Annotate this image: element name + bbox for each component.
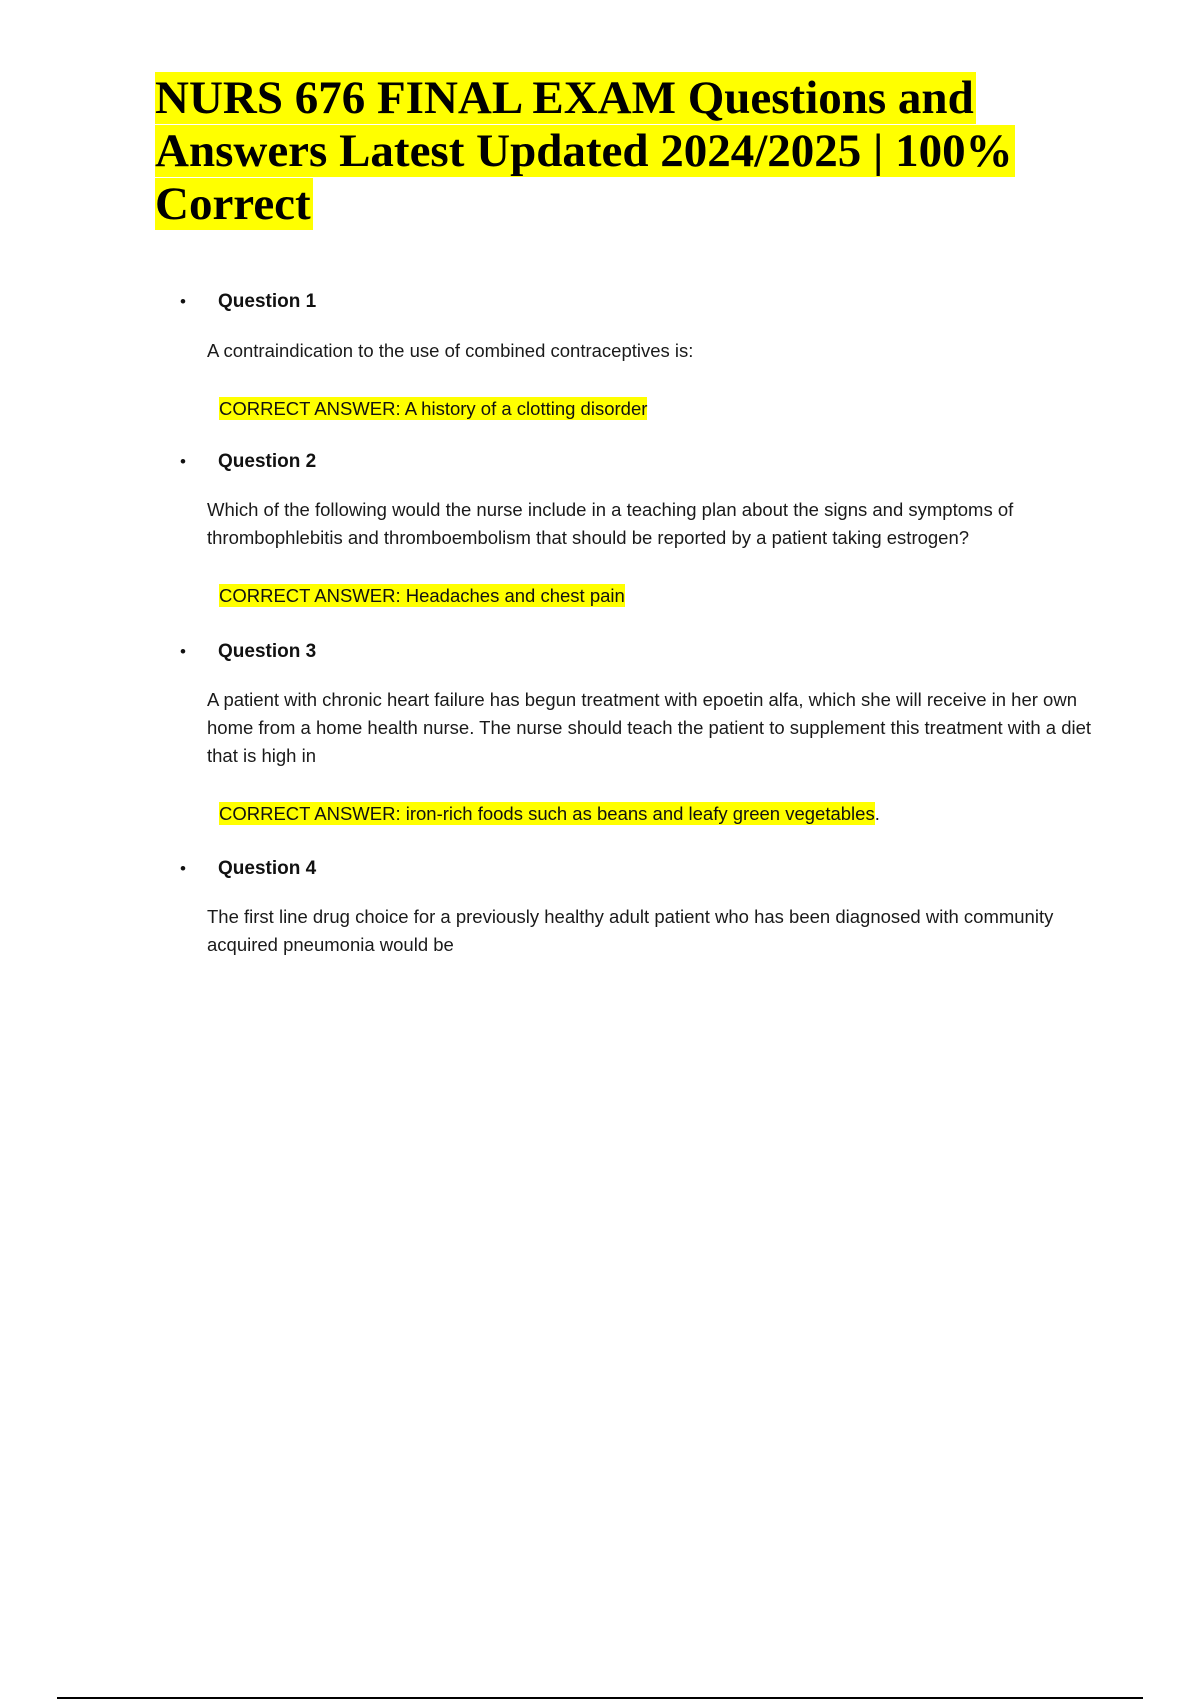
document-title [155, 72, 1055, 231]
bullet-icon: • [180, 642, 186, 661]
question-2-answer-highlight: CORRECT ANSWER: Headaches and chest pain [219, 585, 625, 606]
question-4-heading [180, 857, 316, 881]
question-1-text: A contraindication to the use of combined contraceptives is: [207, 340, 694, 361]
question-4-text: The first line drug choice for a previously healthy adult patient who has been diagnosed with community acquired pneumonia would be [207, 906, 1054, 955]
question-3-answer-suffix: . [874, 803, 880, 824]
question-3-text: A patient with chronic heart failure has begun treatment with epoetin alfa, which she will receive in her own home from a home health nurse. The nurse should teach the patient to supplement this treatment with a diet that is high in [207, 689, 1092, 766]
question-2-text: Which of the following would the nurse include in a teaching plan about the signs and symptoms of thrombophlebitis and thromboembolism that should be reported by a patient taking estrogen? [207, 499, 1014, 548]
bullet-icon: • [180, 452, 186, 471]
bullet-icon: • [180, 292, 186, 311]
footer-rule [57, 1697, 1143, 1699]
bullet-icon: • [180, 859, 186, 878]
title-highlight: NURS 676 FINAL EXAM Questions and Answers Latest Updated 2024/2025 | 100% Correct [155, 72, 1013, 230]
question-4-label: Question 4 [218, 858, 317, 879]
question-3-label: Question 3 [218, 641, 317, 662]
question-1-answer [219, 396, 647, 422]
question-1-heading [180, 290, 316, 314]
question-3-heading [180, 640, 316, 664]
question-2-heading [180, 450, 316, 474]
question-2-label: Question 2 [218, 451, 317, 472]
question-3-answer-highlight: CORRECT ANSWER: iron-rich foods such as beans and leafy green vegetables [219, 803, 875, 824]
question-1-answer-highlight: CORRECT ANSWER: A history of a clotting disorder [219, 398, 648, 419]
question-3-answer [219, 801, 880, 827]
question-1-label: Question 1 [218, 291, 317, 312]
question-2-answer [219, 583, 625, 609]
